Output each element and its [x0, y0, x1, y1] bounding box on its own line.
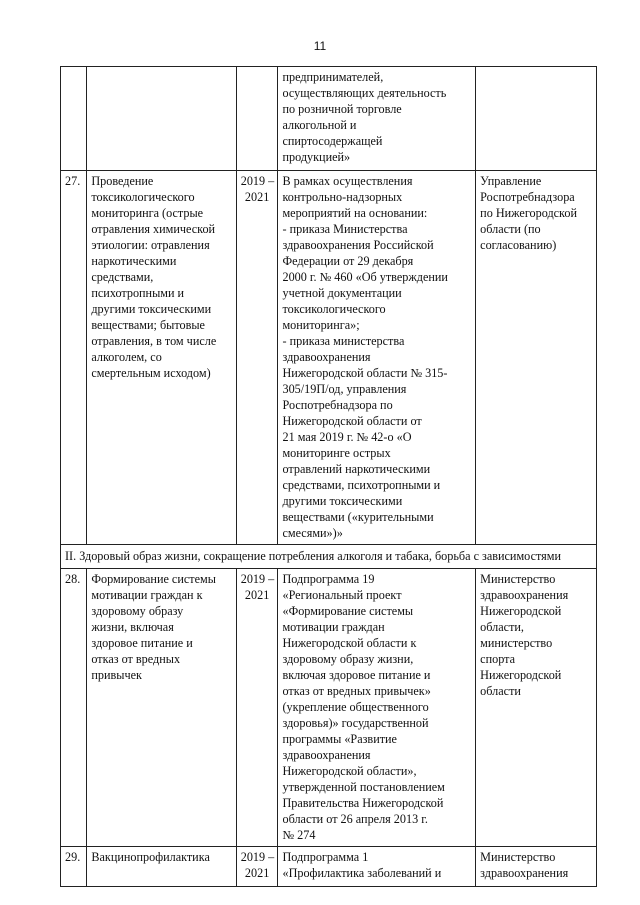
- text-line: мотивации граждан: [282, 620, 385, 634]
- text-line: Роспотребнадзора по: [282, 398, 393, 412]
- text-line: 2021: [244, 866, 270, 880]
- text-line: утвержденной постановлением: [282, 780, 445, 794]
- text-line: согласованию): [480, 238, 557, 252]
- text-line: токсикологического: [91, 190, 195, 204]
- table-row-continued: [61, 67, 597, 171]
- period-cell: [236, 847, 278, 887]
- text-line: «Формирование системы: [282, 604, 414, 618]
- text-line: спиртосодержащей: [282, 134, 383, 148]
- text-line: смертельным исходом): [91, 366, 211, 380]
- text-line: области: [480, 684, 521, 698]
- text-line: программы «Развитие: [282, 732, 397, 746]
- text-line: этиологии: отравления: [91, 238, 210, 252]
- table-row: [61, 569, 597, 847]
- text-line: учетной документации: [282, 286, 402, 300]
- text-line: (укрепление общественного: [282, 700, 429, 714]
- row-number-cell: 28.: [61, 569, 87, 847]
- text-line: психотропными и: [91, 286, 185, 300]
- text-line: мониторинга (острые: [91, 206, 204, 220]
- text-line: мероприятий на основании:: [282, 206, 428, 220]
- text-line: здоровое питание и: [91, 636, 193, 650]
- text-line: жизни, включая: [91, 620, 174, 634]
- text-line: алкоголем, со: [91, 350, 162, 364]
- text-line: № 274: [282, 828, 316, 842]
- text-line: 2019 –: [240, 174, 275, 188]
- title-cell: [87, 67, 236, 171]
- text-line: Вакцинопрофилактика: [91, 850, 210, 864]
- text-line: средствами,: [91, 270, 154, 284]
- row-number-cell: 27.: [61, 171, 87, 545]
- text-line: мониторинге острых: [282, 446, 391, 460]
- text-line: министерство: [480, 636, 553, 650]
- text-line: 305/19П/од, управления: [282, 382, 407, 396]
- text-line: 2000 г. № 460 «Об утверждении: [282, 270, 448, 284]
- text-line: мониторинга»;: [282, 318, 360, 332]
- period-cell: [236, 171, 278, 545]
- text-line: - приказа министерства: [282, 334, 405, 348]
- text-line: «Региональный проект: [282, 588, 402, 602]
- text-line: контрольно-надзорных: [282, 190, 403, 204]
- text-line: мотивации граждан к: [91, 588, 203, 602]
- basis-cell: [278, 847, 476, 887]
- page-number: 11: [313, 39, 327, 53]
- text-line: Нижегородской области»,: [282, 764, 417, 778]
- text-line: алкогольной и: [282, 118, 357, 132]
- text-line: 2019 –: [240, 572, 275, 586]
- responsible-cell: [476, 569, 597, 847]
- text-line: здоровья)» государственной: [282, 716, 429, 730]
- text-line: 2021: [244, 588, 270, 602]
- text-line: Формирование системы: [91, 572, 216, 586]
- text-line: Министерство: [480, 850, 556, 864]
- row-number-cell: 29.: [61, 847, 87, 887]
- text-line: продукцией»: [282, 150, 351, 164]
- title-cell: [87, 847, 236, 887]
- text-line: токсикологического: [282, 302, 386, 316]
- responsible-cell: [476, 847, 597, 887]
- responsible-cell: [476, 171, 597, 545]
- text-line: отказ от вредных: [91, 652, 181, 666]
- basis-cell: [278, 67, 476, 171]
- section-heading: II. Здоровый образ жизни, сокращение потребления алкоголя и табака, борьба с зависимостями: [61, 545, 597, 569]
- period-cell: [236, 67, 278, 171]
- text-line: предпринимателей,: [282, 70, 384, 84]
- text-line: Подпрограмма 1: [282, 850, 369, 864]
- text-line: осуществляющих деятельность: [282, 86, 447, 100]
- text-line: Федерации от 29 декабря: [282, 254, 414, 268]
- measures-table: [60, 66, 597, 887]
- row-number-cell: [61, 67, 87, 171]
- responsible-cell: [476, 67, 597, 171]
- text-line: области (по: [480, 222, 541, 236]
- text-line: В рамках осуществления: [282, 174, 413, 188]
- text-line: области от 26 апреля 2013 г.: [282, 812, 428, 826]
- section-heading-row: [61, 545, 597, 569]
- text-line: 21 мая 2019 г. № 42-о «О: [282, 430, 412, 444]
- text-line: «Профилактика заболеваний и: [282, 866, 442, 880]
- text-line: по Нижегородской: [480, 206, 577, 220]
- text-line: Нижегородской области от: [282, 414, 422, 428]
- period-cell: [236, 569, 278, 847]
- text-line: веществами; бытовые: [91, 318, 205, 332]
- text-line: Проведение: [91, 174, 154, 188]
- text-line: Нижегородской: [480, 668, 562, 682]
- text-line: здоровому образу: [91, 604, 184, 618]
- text-line: здравоохранения: [282, 748, 371, 762]
- basis-cell: [278, 569, 476, 847]
- text-line: здравоохранения: [282, 350, 371, 364]
- text-line: по розничной торговле: [282, 102, 402, 116]
- text-line: области,: [480, 620, 524, 634]
- text-line: Министерство: [480, 572, 556, 586]
- text-line: отравления химической: [91, 222, 216, 236]
- text-line: здравоохранения: [480, 588, 569, 602]
- text-line: Управление: [480, 174, 542, 188]
- text-line: наркотическими: [91, 254, 177, 268]
- title-cell: [87, 569, 236, 847]
- text-line: 2021: [244, 190, 270, 204]
- text-line: смесями»)»: [282, 526, 343, 540]
- text-line: отравлений наркотическими: [282, 462, 431, 476]
- text-line: средствами, психотропными и: [282, 478, 441, 492]
- table-row: [61, 847, 597, 887]
- title-cell: [87, 171, 236, 545]
- text-line: здоровому образу жизни,: [282, 652, 414, 666]
- text-line: Правительства Нижегородской: [282, 796, 444, 810]
- text-line: другими токсическими: [91, 302, 212, 316]
- text-line: Нижегородской области № 315-: [282, 366, 448, 380]
- text-line: привычек: [91, 668, 142, 682]
- text-line: веществами («курительными: [282, 510, 434, 524]
- text-line: Нижегородской области к: [282, 636, 417, 650]
- text-line: другими токсическими: [282, 494, 403, 508]
- text-line: отказ от вредных привычек»: [282, 684, 431, 698]
- text-line: отравления, в том числе: [91, 334, 217, 348]
- text-line: 2019 –: [240, 850, 275, 864]
- text-line: Нижегородской: [480, 604, 562, 618]
- text-line: включая здоровое питание и: [282, 668, 431, 682]
- table-row: [61, 171, 597, 545]
- text-line: Подпрограмма 19: [282, 572, 375, 586]
- text-line: спорта: [480, 652, 516, 666]
- text-line: Роспотребнадзора: [480, 190, 575, 204]
- text-line: - приказа Министерства: [282, 222, 408, 236]
- text-line: здравоохранения: [480, 866, 569, 880]
- basis-cell: [278, 171, 476, 545]
- text-line: здравоохранения Российской: [282, 238, 434, 252]
